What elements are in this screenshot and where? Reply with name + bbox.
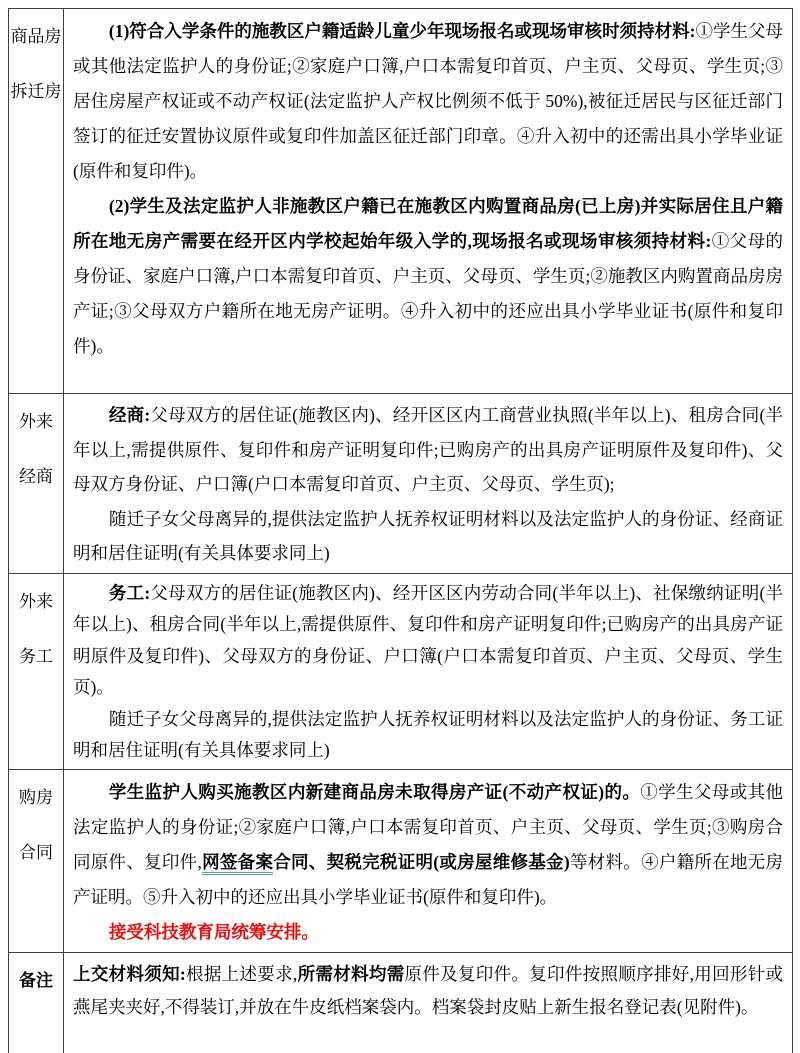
row-label-line: 商品房: [10, 27, 62, 46]
paragraph: [73, 14, 783, 189]
paragraph: [73, 398, 783, 502]
row-label-line: 经商: [19, 467, 53, 486]
table-row: [9, 573, 793, 769]
text-run: 上交材料须知:: [73, 963, 186, 984]
text-run: 根据上述要求,: [185, 963, 298, 984]
table-row: [9, 769, 793, 952]
row-label-line: 备注: [19, 970, 53, 990]
table-body: [9, 9, 793, 1053]
paragraph: [73, 958, 783, 1024]
row-label-line: 合同: [19, 842, 53, 862]
text-run: 学生监护人购买施教区内新建商品房未取得房产证(不动产权证)的。: [108, 781, 641, 802]
row-label: [9, 952, 64, 1053]
text-run: 等材料。④户籍所在地无房产证明。⑤升入初中的还应出具小学毕业证书(原件和复印件)。: [73, 851, 784, 907]
row-content: [64, 394, 793, 574]
row-label-line: 外来: [19, 591, 53, 611]
row-content: [64, 9, 793, 394]
row-label: [9, 769, 64, 952]
text-run: (1)符合入学条件的施教区户籍适龄儿童少年现场报名或现场审核时须持材料:: [108, 21, 696, 41]
text-run: 原件及复印件。复印件按照顺序排好,用回形针或燕尾夹夹好,不得装订,并放在牛皮纸档案袋内。档案袋封皮贴上新生报名登记表(见附件)。: [73, 963, 784, 1017]
text-run: 合同、契税完税证明(或房屋维修基金): [273, 851, 570, 872]
row-label: [9, 573, 64, 769]
row-label-line: 拆迁房: [10, 82, 62, 101]
text-run: ①学生父母或其他法定监护人的身份证;②家庭户口簿,户口本需复印首页、户主页、父母页、学生页;③购房合同原件、复印件,: [73, 781, 784, 872]
text-run: 务工:: [108, 582, 151, 603]
row-content: [64, 573, 793, 769]
paragraph: [73, 578, 783, 704]
text-run: 所需材料均需: [297, 963, 405, 984]
table-row: [9, 394, 793, 574]
paragraph: [73, 775, 783, 915]
paragraph: [73, 502, 783, 571]
text-run: ①父母的身份证、家庭户口簿,户口本需复印首页、户主页、父母页、学生页;②施教区内购置商品房房产证;③父母双方户籍所在地无房产证明。④升入初中的还应出具小学毕业证书(原件和复印件)。: [73, 231, 784, 356]
enrollment-materials-table: [8, 8, 793, 1053]
text-run: 随迁子女父母离异的,提供法定监护人抚养权证明材料以及法定监护人的身份证、经商证明和居住证明(有关具体要求同上): [73, 508, 783, 563]
paragraph: [73, 915, 783, 950]
row-label-line: 外来: [19, 412, 53, 431]
underlined-text-run: 网签备案: [202, 852, 273, 875]
table-row: [9, 9, 793, 394]
text-run: 父母双方的居住证(施教区内)、经开区区内劳动合同(半年以上)、社保缴纳证明(半年以上)、租房合同(半年以上,需提供原件、复印件和房产证明复印件;已购房产的出具房产证明原件及复印件)、父母双方的身份证、户口簿(户口本需复印首页、户主页、父母页、学生页)。: [73, 582, 784, 697]
row-content: [64, 952, 793, 1053]
row-label: [9, 394, 64, 574]
row-label-line: 购房: [19, 787, 53, 807]
paragraph: [73, 189, 783, 364]
paragraph: [73, 704, 783, 767]
text-run: 经商:: [108, 405, 151, 425]
row-content: [64, 769, 793, 952]
text-run: 父母双方的居住证(施教区内)、经开区区内工商营业执照(半年以上)、租房合同(半年以上,需提供原件、复印件和房产证明复印件;已购房产的出具房产证明原件及复印件)、父母双方身份证、户口簿(户口本需复印首页、户主页、父母页、学生页);: [73, 405, 784, 494]
row-label-line: 务工: [19, 646, 53, 666]
row-label: [9, 9, 64, 394]
red-text-run: 接受科技教育局统筹安排。: [108, 921, 319, 942]
text-run: ①学生父母或其他法定监护人的身份证;②家庭户口簿,户口本需复印首页、户主页、父母页、学生页;③居住房屋产权证或不动产权证(法定监护人产权比例须不低于 50%),被征迁居民与区征迁部门签订的征迁安置协议原件或复印件加盖区征迁部门印章。④升入初中的还需出具小学毕业证(原件和复印件)。: [73, 21, 784, 181]
text-run: (2)学生及法定监护人非施教区户籍已在施教区内购置商品房(已上房)并实际居住且户籍所在地无房产需要在经开区内学校起始年级入学的,现场报名或现场审核须持材料:: [73, 196, 783, 251]
text-run: 随迁子女父母离异的,提供法定监护人抚养权证明材料以及法定监护人的身份证、务工证明和居住证明(有关具体要求同上): [73, 708, 783, 760]
table-row: [9, 952, 793, 1053]
